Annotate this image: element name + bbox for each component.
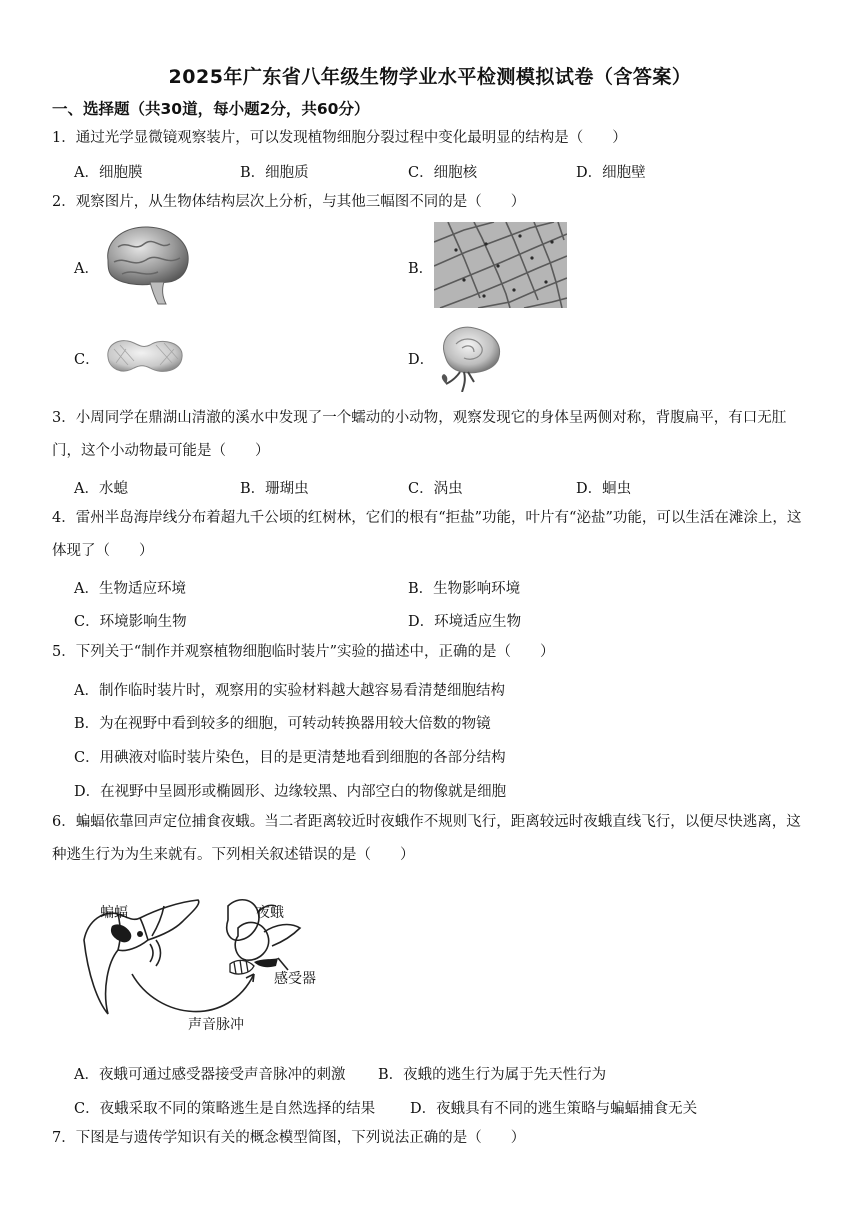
question-1-stem: 1．通过光学显微镜观察装片，可以发现植物细胞分裂过程中变化最明显的结构是（ ）	[52, 130, 627, 146]
page-title: 2025年广东省八年级生物学业水平检测模拟试卷（含答案）	[168, 66, 692, 88]
question-2-stem: 2．观察图片，从生物体结构层次上分析，与其他三幅图不同的是（ ）	[52, 194, 526, 210]
q2-option-a: A．	[74, 261, 99, 277]
bat-moth-figure	[78, 892, 338, 1034]
q1-option-c: C．细胞核	[408, 165, 478, 181]
moth-label: 夜蛾	[256, 905, 284, 921]
q1-option-a: A．细胞膜	[74, 165, 143, 181]
q3-option-b: B．珊瑚虫	[240, 481, 309, 497]
q5-option-a: A．制作临时装片时，观察用的实验材料越大越容易看清楚细胞结构	[74, 683, 505, 699]
pulse-label: 声音脉冲	[188, 1017, 244, 1033]
q4-option-a: A．生物适应环境	[74, 581, 186, 597]
question-3-stem: 3．小周同学在鼎湖山清澈的溪水中发现了一个蠕动的小动物，观察发现它的身体呈两侧对称，背腹扁平，有口无肛门，这个小动物最可能是（ ）	[52, 410, 787, 459]
question-7-stem: 7．下图是与遗传学知识有关的概念模型简图，下列说法正确的是（ ）	[52, 1130, 526, 1146]
question-6-stem: 6．蝙蝠依靠回声定位捕食夜蛾。当二者距离较近时夜蛾作不规则飞行，距离较远时夜蛾直线飞行，以便尽快逃离，这种逃生行为为生来就有。下列相关叙述错误的是（ ）	[52, 814, 801, 863]
q5-option-c: C．用碘液对临时装片染色，目的是更清楚地看到细胞的各部分结构	[74, 750, 506, 766]
q4-option-c: C．环境影响生物	[74, 614, 187, 630]
q3-option-a: A．水螅	[74, 481, 128, 497]
onion-cells-icon	[434, 222, 567, 308]
q5-option-b: B．为在视野中看到较多的细胞，可转动转换器用较大倍数的物镜	[74, 716, 491, 732]
q2-option-b: B．	[408, 261, 434, 277]
q4-option-b: B．生物影响环境	[408, 581, 521, 597]
question-4-stem: 4．雷州半岛海岸线分布着超九千公顷的红树林，它们的根有“拒盐”功能，叶片有“泌盐”功能，可以生活在滩涂上，这体现了（ ）	[52, 510, 802, 559]
bat-label: 蝙蝠	[100, 905, 128, 921]
brain-icon	[100, 222, 195, 307]
q2-option-c: C．	[74, 352, 100, 368]
q1-option-d: D．细胞壁	[576, 165, 646, 181]
rose-icon	[434, 322, 506, 392]
q3-option-c: C．涡虫	[408, 481, 463, 497]
receptor-label: 感受器	[274, 971, 316, 987]
peanut-icon	[104, 335, 186, 377]
section-heading: 一、选择题（共30道，每小题2分，共60分）	[52, 100, 370, 118]
q6-option-d: D．夜蛾具有不同的逃生策略与蝙蝠捕食无关	[410, 1101, 698, 1117]
q6-option-c: C．夜蛾采取不同的策略逃生是自然选择的结果	[74, 1101, 376, 1117]
q6-option-a: A．夜蛾可通过感受器接受声音脉冲的刺激	[74, 1067, 346, 1083]
q4-option-d: D．环境适应生物	[408, 614, 522, 630]
q3-option-d: D．蛔虫	[576, 481, 632, 497]
q2-option-d: D．	[408, 352, 435, 368]
question-5-stem: 5．下列关于“制作并观察植物细胞临时装片”实验的描述中，正确的是（ ）	[52, 644, 555, 660]
q6-option-b: B．夜蛾的逃生行为属于先天性行为	[378, 1067, 607, 1083]
q1-option-b: B．细胞质	[240, 165, 309, 181]
q5-option-d: D．在视野中呈圆形或椭圆形、边缘较黑、内部空白的物像就是细胞	[74, 784, 507, 800]
